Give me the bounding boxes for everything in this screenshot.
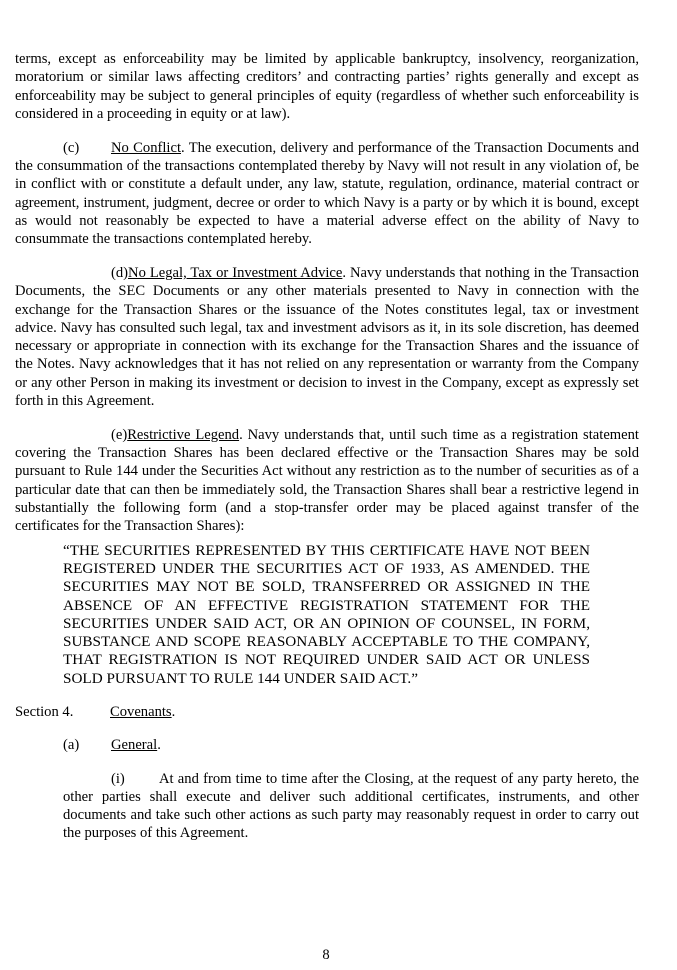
paragraph-d-label: (d) bbox=[111, 264, 129, 281]
section-4-heading bbox=[15, 703, 639, 721]
subsection-i-paragraph bbox=[63, 770, 639, 843]
paragraph-c-no-conflict bbox=[15, 139, 639, 249]
paragraph-d-body: . Navy understands that nothing in the Transaction Documents, the SEC Documents or any other materials presented to Navy in connection with the exchange for the Transaction Shares or the issuance of the Notes constitutes legal, tax or investment advice. Navy has consulted such legal, tax and investment advisors as it, in its sole discretion, has deemed necessary or appropriate in connection with its exchange for the Transaction Shares and the issuance of the Notes. Navy acknowledges that it has not relied on any representation or warranty from the Company or any other Person in making its investment or decision to invest in the Company, except as expressly set forth in this Agreement. bbox=[15, 264, 639, 410]
section-4-title-suffix: . bbox=[171, 704, 176, 720]
page-number: 8 bbox=[322, 947, 330, 963]
paragraph-e-label: (e) bbox=[111, 426, 128, 443]
paragraph-d-heading: No Legal, Tax or Investment Advice bbox=[128, 264, 343, 281]
subsection-a-heading bbox=[63, 736, 639, 754]
subsection-a-title: General bbox=[111, 737, 158, 754]
section-4-number: Section 4. bbox=[15, 704, 74, 720]
subsection-a-label: (a) bbox=[63, 737, 80, 754]
paragraph-c-heading: No Conflict bbox=[111, 139, 181, 156]
paragraph-d-no-advice bbox=[15, 264, 639, 410]
paragraph-e-body: . Navy understands that, until such time as a registration statement covering the Transaction Shares has been declared effective or the Transaction Shares may be sold pursuant to Rule 144 under the Securities Act without any restriction as to the number of securities as of a particular date that can then be immediately sold, the Transaction Shares shall bear a restrictive legend in substantially the following form (and a stop-transfer order may be placed against transfer of the certificates for the Transaction Shares): bbox=[15, 426, 639, 535]
document-page bbox=[15, 50, 639, 843]
restrictive-legend-text: “THE SECURITIES REPRESENTED BY THIS CERTIFICATE HAVE NOT BEEN REGISTERED UNDER THE SECURITIES ACT OF 1933, AS AMENDED. THE SECURITIES MAY NOT BE SOLD, TRANSFERRED OR ASSIGNED IN THE ABSENCE OF AN EFFECTIVE REGISTRATION STATEMENT FOR THE SECURITIES UNDER SAID ACT, OR AN OPINION OF COUNSEL, IN FORM, SUBSTANCE AND SCOPE REASONABLY ACCEPTABLE TO THE COMPANY, THAT REGISTRATION IS NOT REQUIRED UNDER SAID ACT OR UNLESS SOLD PURSUANT TO RULE 144 UNDER SAID ACT.” bbox=[63, 541, 590, 687]
paragraph-c-body: . The execution, delivery and performance of the Transaction Documents and the consummation of the transactions contemplated thereby by Navy will not result in any violation of, be in conflict with or constitute a default under, any law, statute, regulation, ordinance, material contract or agreement, instrument, judgment, decree or order to which Navy is a party or by which it is bound, except as would not reasonably be expected to have a material adverse effect on the ability of Navy to consummate the transactions contemplated hereby. bbox=[15, 139, 639, 248]
paragraph-c-label: (c) bbox=[63, 139, 80, 156]
paragraph-e-heading: Restrictive Legend bbox=[127, 426, 240, 443]
subsection-i-body: At and from time to time after the Closing, at the request of any party hereto, the other parties shall execute and deliver such additional certificates, instruments, and other documents and take such other actions as such party may reasonably request in order to carry out the purposes of this Agreement. bbox=[63, 770, 639, 842]
subsection-i-label: (i) bbox=[111, 770, 125, 787]
subsection-a-suffix: . bbox=[157, 737, 161, 754]
paragraph-e-restrictive-legend bbox=[15, 426, 639, 536]
opening-paragraph: terms, except as enforceability may be limited by applicable bankruptcy, insolvency, reorganization, moratorium or similar laws affecting creditors’ and contracting parties’ rights generally and except as enforceability may be subject to general principles of equity (regardless of whether such enforceability is considered in a proceeding in equity or at law). bbox=[15, 51, 639, 122]
section-4-title: Covenants bbox=[110, 704, 172, 720]
